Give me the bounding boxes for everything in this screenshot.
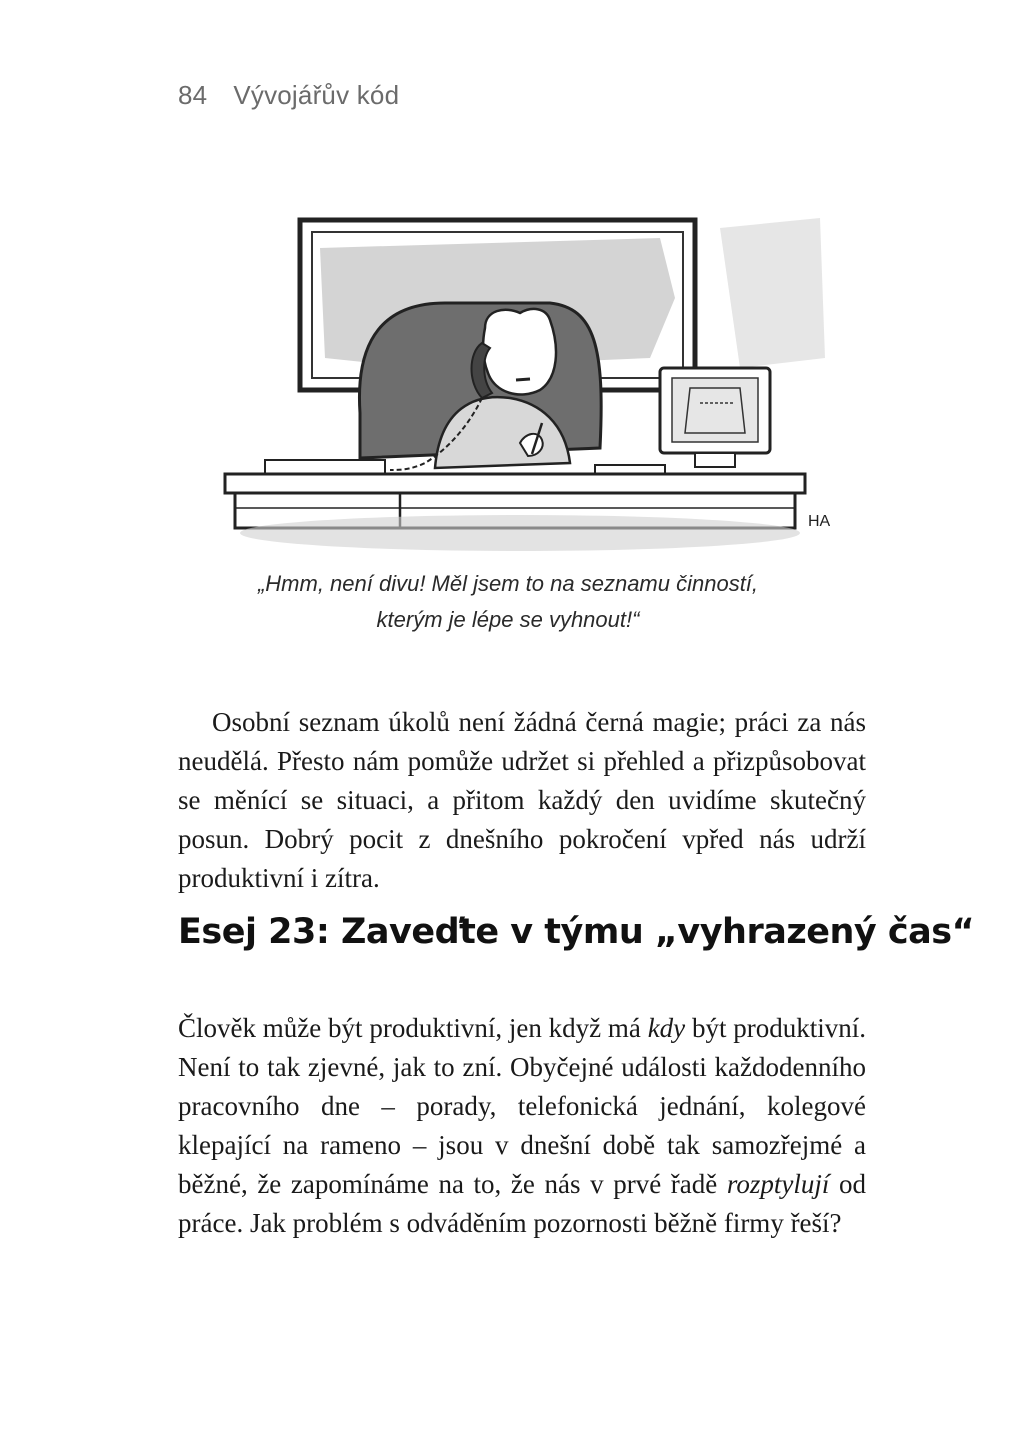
paragraph-text-part: Člověk může být produktivní, jen když má	[178, 1013, 648, 1043]
paragraph-todo-list: Osobní seznam úkolů není žádná černá magie; práci za nás neudělá. Přesto nám pomůže udržet si přehled a přizpůsobovat se měnící se situaci, a přitom každý den uvidíme skutečný posun. Dobrý pocit z dnešního pokročení vpřed nás udrží produktivní i zítra.	[178, 707, 866, 893]
page-number: 84	[178, 80, 208, 110]
paragraph-text-part: být produktivní. Není to tak zjevné, jak to zní. Obyčejné události každodenního pracovního dne – porady, telefonická jednání, kolegové klepající na rameno – jsou v dnešní době tak samozřejmé a běžné, že zapomínáme na to, že nás v prvé řadě	[178, 1013, 866, 1199]
cartoon-illustration	[220, 208, 830, 553]
artist-signature: HA	[808, 513, 830, 530]
caption-line-1: „Hmm, není divu! Měl jsem to na seznamu činností,	[257, 571, 759, 596]
paragraph-text-part: od práce. Jak problém s odváděním pozornosti běžně firmy řeší?	[178, 1169, 867, 1238]
character-head	[483, 309, 556, 395]
cartoon-caption	[150, 566, 866, 638]
section-heading: Esej 23: Zaveďte v týmu „vyhrazený čas“	[178, 912, 975, 952]
emphasis-rozptyluji: rozptylují	[726, 1169, 830, 1199]
book-title: Vývojářův kód	[233, 80, 400, 110]
running-head	[178, 80, 399, 111]
emphasis-kdy: kdy	[647, 1013, 686, 1043]
paragraph-productive-time	[178, 1009, 866, 1243]
caption-line-2: kterým je lépe se vyhnout!“	[376, 607, 640, 632]
desk	[225, 474, 805, 493]
